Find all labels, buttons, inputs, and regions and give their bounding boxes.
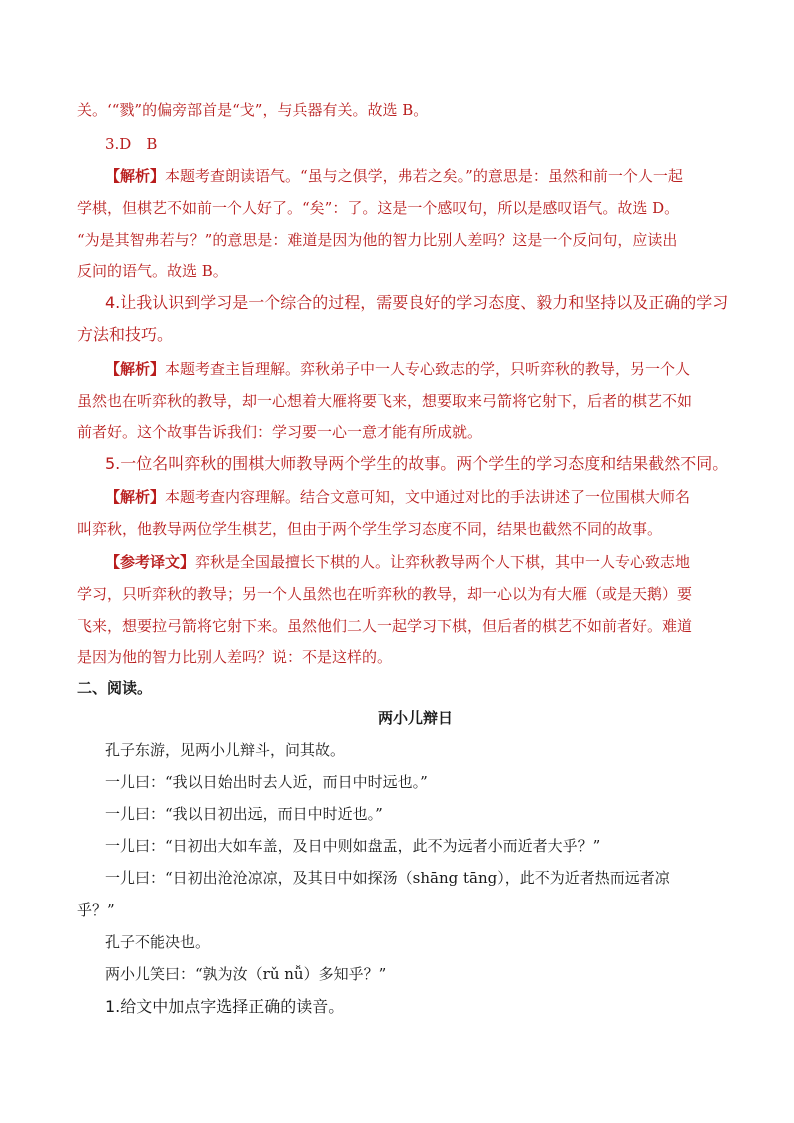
q4-answer: 方法和技巧。: [77, 325, 174, 344]
q4-answer: 4.让我认识到学习是一个综合的过程，需要良好的学习态度、毅力和坚持以及正确的学习: [105, 293, 729, 312]
passage-paragraph: 一儿曰：“我以日初出远，而日中时近也。”: [105, 805, 383, 823]
q5-explanation-line: 叫弈秋，他教导两位学生棋艺，但由于两个学生学习态度不同，结果也截然不同的故事。: [77, 520, 663, 538]
question-prompt: 1.给文中加点字选择正确的读音。: [105, 997, 345, 1016]
q3-explanation-line: 反问的语气。故选 B。: [77, 262, 228, 280]
q4-explanation-line: 前者好。这个故事告诉我们：学习要一心一意才能有所成就。: [77, 423, 483, 441]
answer-line-top: 关。‘“戮”的偏旁部首是“戈”，与兵器有关。故选 B。: [77, 101, 429, 119]
section-heading: 二、阅读。: [77, 679, 153, 697]
reference-translation-line: 是因为他的智力比别人差吗？说：不是这样的。: [77, 648, 393, 666]
passage-paragraph: 孔子不能决也。: [105, 933, 211, 951]
passage-title: 两小儿辩日: [378, 709, 454, 727]
q5-answer: 5.一位名叫弈秋的围棋大师教导两个学生的故事。两个学生的学习态度和结果截然不同。: [105, 454, 729, 473]
analysis-label: 【解析】: [105, 167, 166, 185]
passage-paragraph: 孔子东游，见两小儿辩斗，问其故。: [105, 741, 346, 759]
reference-translation-line: 学习，只听弈秋的教导；另一个人虽然也在听弈秋的教导，却一心以为有大雁（或是天鹅）要: [77, 585, 693, 603]
q3-explanation-line: “为是其智弗若与？”的意思是：难道是因为他的智力比别人差吗？这是一个反问句，应读出: [77, 231, 678, 249]
passage-paragraph: 乎？”: [77, 901, 115, 919]
passage-paragraph: 一儿曰：“日初出沧沧凉凉，及其日中如探汤（shāng tāng），此不为近者热而远者凉: [105, 869, 670, 887]
q3-answer: 3.D B: [105, 135, 158, 153]
q3-explanation-line: 【解析】本题考查朗读语气。“虽与之俱学，弗若之矣。”的意思是：虽然和前一个人一起: [105, 167, 683, 185]
passage-paragraph: 一儿曰：“我以日始出时去人近，而日中时远也。”: [105, 773, 428, 791]
reference-translation-line: 【参考译文】弈秋是全国最擅长下棋的人。让弈秋教导两个人下棋，其中一人专心致志地: [105, 553, 691, 571]
analysis-label: 【解析】: [105, 488, 166, 506]
passage-paragraph: 一儿曰：“日初出大如车盖，及日中则如盘盂，此不为远者小而近者大乎？”: [105, 837, 601, 855]
q4-explanation-line: 【解析】本题考查主旨理解。弈秋弟子中一人专心致志的学，只听弈秋的教导，另一个人: [105, 360, 691, 378]
reference-translation-label: 【参考译文】: [105, 553, 196, 571]
q4-explanation-line: 虽然也在听弈秋的教导，却一心想着大雁将要飞来，想要取来弓箭将它射下，后者的棋艺不如: [77, 392, 693, 410]
q3-explanation-line: 学棋，但棋艺不如前一个人好了。“矣”：了。这是一个感叹句，所以是感叹语气。故选 D。: [77, 199, 680, 217]
q5-explanation-line: 【解析】本题考查内容理解。结合文意可知，文中通过对比的手法讲述了一位围棋大师名: [105, 488, 691, 506]
analysis-label: 【解析】: [105, 360, 166, 378]
passage-paragraph: 两小儿笑曰：“孰为汝（rǔ nǚ）多知乎？”: [105, 965, 387, 983]
reference-translation-line: 飞来，想要拉弓箭将它射下来。虽然他们二人一起学习下棋，但后者的棋艺不如前者好。难道: [77, 617, 693, 635]
